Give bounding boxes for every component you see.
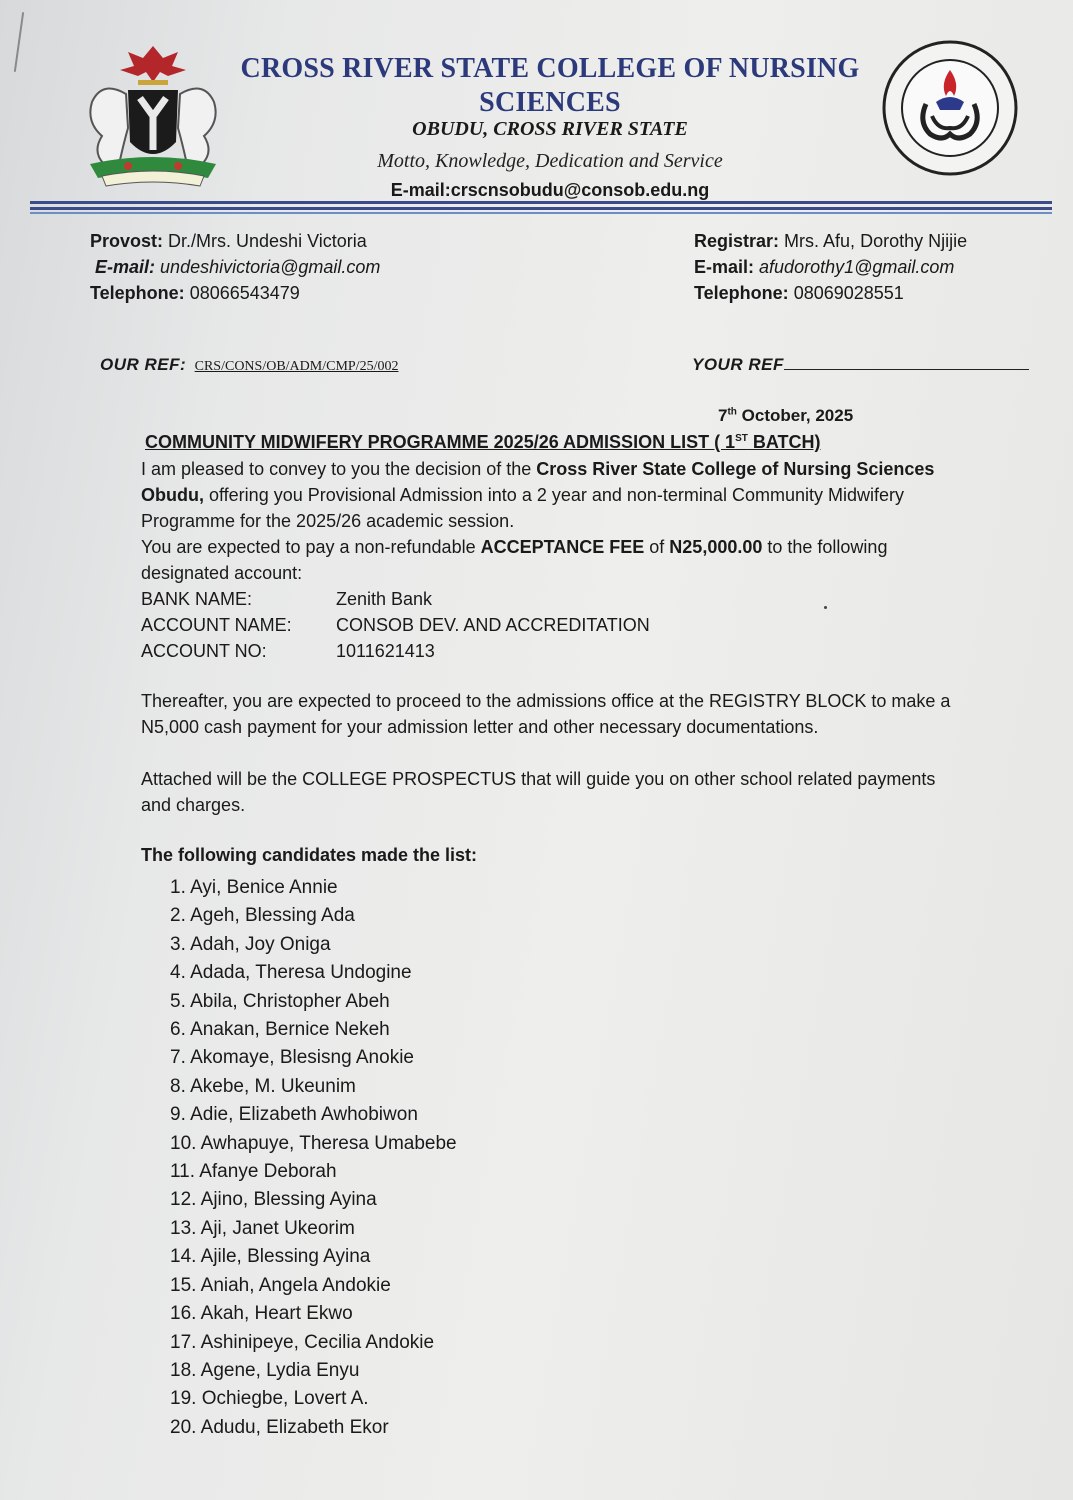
p2-text-c: of xyxy=(644,537,670,557)
list-item: 15. Aniah, Angela Andokie xyxy=(170,1274,391,1296)
list-item: 7. Akomaye, Blesisng Anokie xyxy=(170,1047,414,1069)
list-item: 11. Afanye Deborah xyxy=(170,1161,337,1183)
p2-text-a: You are expected to pay a non-refundable xyxy=(141,537,481,557)
header-rule xyxy=(30,201,1052,204)
candidate-list-heading: The following candidates made the list: xyxy=(141,845,478,865)
paper-speck xyxy=(824,606,827,609)
letter-heading xyxy=(145,432,821,453)
registrar-name: Mrs. Afu, Dorothy Njijie xyxy=(784,231,968,251)
p2-fee-label: ACCEPTANCE FEE xyxy=(480,537,645,557)
prospectus-paragraph: Attached will be the COLLEGE PROSPECTUS that will guide you on other school related payments and charges. xyxy=(141,769,936,815)
provost-contact xyxy=(90,228,380,306)
your-reference xyxy=(692,355,1029,375)
date-rest: October, 2025 xyxy=(736,406,854,425)
provost-label: Provost: xyxy=(90,231,164,251)
list-item: 9. Adie, Elizabeth Awhobiwon xyxy=(170,1104,418,1126)
p1-college-name: Cross River State College of Nursing Sciences Obudu, xyxy=(141,459,935,505)
heading-sup: ST xyxy=(735,433,748,444)
bank-row xyxy=(141,612,650,638)
college-name-line2: SCIENCES xyxy=(479,87,621,118)
provost-name: Dr./Mrs. Undeshi Victoria xyxy=(168,231,367,251)
bank-value: CONSOB DEV. AND ACCREDITATION xyxy=(336,615,650,635)
heading-main: COMMUNITY MIDWIFERY PROGRAMME 2025/26 ADMISSION LIST ( 1 xyxy=(145,432,736,452)
bank-row xyxy=(141,638,650,664)
registrar-email: afudorothy1@gmail.com xyxy=(759,257,955,277)
admission-paragraph xyxy=(141,456,961,534)
list-item: 5. Abila, Christopher Abeh xyxy=(170,990,390,1012)
header-rule xyxy=(30,212,1052,214)
our-ref-value: CRS/CONS/OB/ADM/CMP/25/002 xyxy=(194,359,399,374)
bank-row xyxy=(141,586,650,612)
college-motto: Motto, Knowledge, Dedication and Service xyxy=(377,150,723,172)
college-name xyxy=(200,52,900,120)
list-item: 1. Ayi, Benice Annie xyxy=(170,877,338,898)
list-item: 3. Adah, Joy Oniga xyxy=(170,933,331,955)
p2-text-e: to the following designated account: xyxy=(141,537,888,583)
p1-text-c: offering you Provisional Admission into a 2 year and non-terminal Community Midwifery Programme for the 2025/26 academic session. xyxy=(141,485,904,531)
list-item: 4. Adada, Theresa Undogine xyxy=(170,962,412,984)
provost-phone: 08066543479 xyxy=(189,283,300,303)
date-day: 7 xyxy=(718,406,728,425)
list-item: 12. Ajino, Blessing Ayina xyxy=(170,1189,377,1211)
registrar-phone: 08069028551 xyxy=(793,283,904,303)
provost-phone-label: Telephone: xyxy=(90,283,185,303)
list-item: 10. Awhapuye, Theresa Umabebe xyxy=(170,1132,457,1154)
your-ref-label: YOUR REF xyxy=(692,355,784,374)
college-name-line1: CROSS RIVER STATE COLLEGE OF NURSING xyxy=(240,53,860,84)
college-location: OBUDU, CROSS RIVER STATE xyxy=(412,118,688,140)
list-item: 18. Agene, Lydia Enyu xyxy=(170,1359,360,1381)
provost-email: undeshivictoria@gmail.com xyxy=(160,257,381,277)
provost-email-label: E-mail: xyxy=(95,257,156,277)
paper-mark xyxy=(14,12,24,72)
candidate-list xyxy=(170,874,457,1442)
registrar-label: Registrar: xyxy=(694,231,780,251)
our-reference xyxy=(100,355,398,375)
letter-date xyxy=(718,406,853,426)
heading-end: BATCH) xyxy=(747,432,821,452)
date-suffix: th xyxy=(727,406,737,418)
bank-key: ACCOUNT NO: xyxy=(141,641,267,661)
bank-details xyxy=(141,586,650,664)
bank-key: ACCOUNT NAME: xyxy=(141,615,292,635)
list-item: 17. Ashinipeye, Cecilia Andokie xyxy=(170,1331,435,1353)
bank-value: Zenith Bank xyxy=(336,589,433,609)
bank-key: BANK NAME: xyxy=(141,589,253,609)
list-item: 8. Akebe, M. Ukeunim xyxy=(170,1075,356,1097)
our-ref-label: OUR REF: xyxy=(100,355,187,374)
list-item: 19. Ochiegbe, Lovert A. xyxy=(170,1388,369,1410)
registrar-contact xyxy=(694,228,967,306)
registrar-email-label: E-mail: xyxy=(694,257,755,277)
your-ref-blank xyxy=(784,355,1029,370)
list-item: 20. Adudu, Elizabeth Ekor xyxy=(170,1416,389,1438)
list-item: 13. Aji, Janet Ukeorim xyxy=(170,1217,355,1239)
bank-value: 1011621413 xyxy=(336,641,435,661)
list-item: 2. Ageh, Blessing Ada xyxy=(170,905,355,927)
college-seal-icon xyxy=(880,38,1020,178)
list-item: 16. Akah, Heart Ekwo xyxy=(170,1303,353,1325)
list-item: 14. Ajile, Blessing Ayina xyxy=(170,1246,371,1268)
registry-paragraph: Thereafter, you are expected to proceed to the admissions office at the REGISTRY BLOCK to make a N5,000 cash payment for your admission letter and other necessary documentations. xyxy=(141,691,951,737)
college-email: E-mail:crscnsobudu@consob.edu.ng xyxy=(390,180,710,200)
fee-paragraph xyxy=(141,534,961,586)
p1-text-a: I am pleased to convey to you the decision of the xyxy=(141,459,537,479)
list-item: 6. Anakan, Bernice Nekeh xyxy=(170,1019,390,1041)
header-rule xyxy=(30,207,1052,210)
registrar-phone-label: Telephone: xyxy=(694,283,789,303)
p2-fee-amount: N25,000.00 xyxy=(669,537,763,557)
